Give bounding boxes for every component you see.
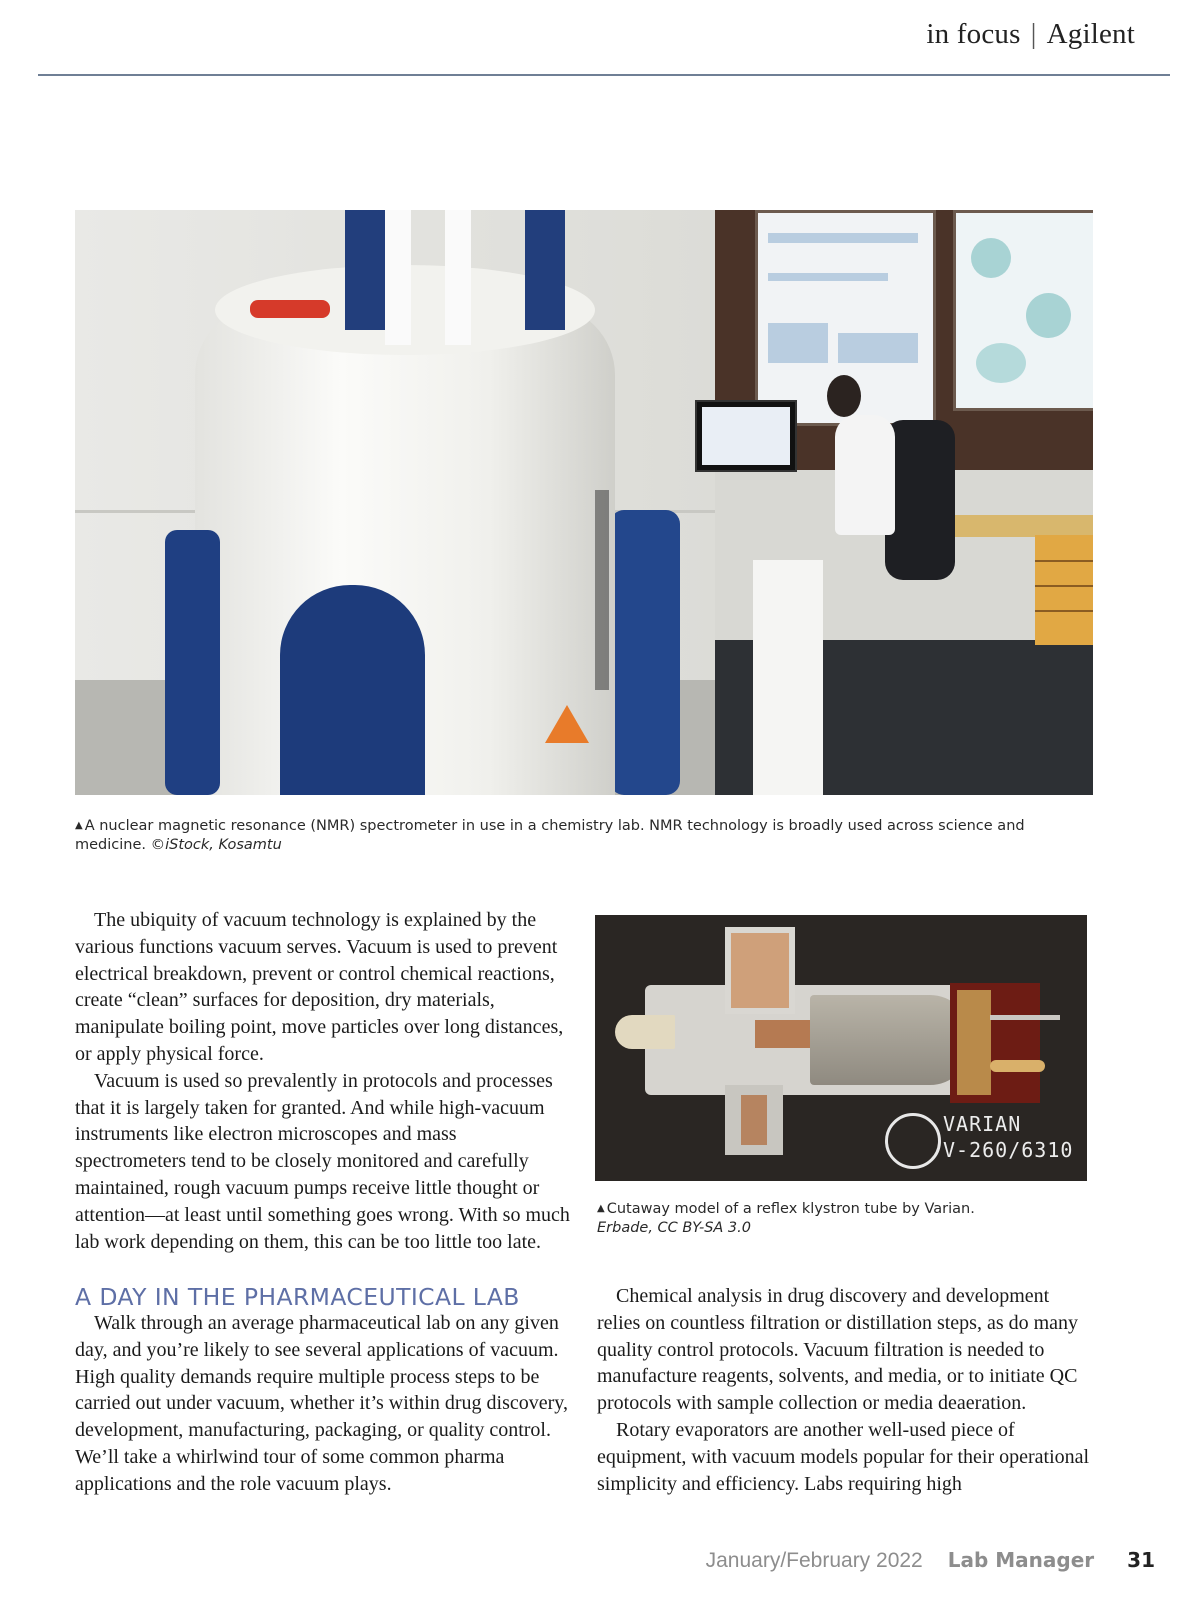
- poster-block: [768, 273, 888, 281]
- nmr-lab-photo: [75, 210, 1093, 795]
- photo-white-post: [385, 210, 411, 345]
- caption-text: A nuclear magnetic resonance (NMR) spectrometer in use in a chemistry lab. NMR technology is broadly used across science and medicine.: [75, 818, 1025, 853]
- logo-line: VARIAN: [943, 1112, 1022, 1136]
- paragraph: The ubiquity of vacuum technology is explained by the various functions vacuum serves. Vacuum is used to prevent electrical breakdown, prevent or control chemical reactions, create “clean” surfaces for deposition, dry materials, manipulate boiling point, move particles over long distances, or apply physical force.: [75, 909, 564, 1065]
- varian-logo-icon: [885, 1113, 941, 1169]
- caption-arrow-icon: ▲: [75, 820, 83, 831]
- photo-person-head: [827, 375, 861, 417]
- photo-credit: Erbade, CC BY-SA 3.0: [597, 1220, 751, 1236]
- klystron-cavity-top: [725, 927, 795, 1014]
- page-footer: [706, 1548, 1155, 1573]
- klystron-photo: [595, 915, 1087, 1181]
- paragraph: Chemical analysis in drug discovery and development relies on countless filtration or distillation steps, as do many quality control protocols. Vacuum filtration is needed to manufacture reagents, solvents, and media, or to initiate QC protocols with sample collection or media deaeration.: [597, 1285, 1079, 1415]
- photo-poster-right: [953, 210, 1093, 411]
- photo-blue-support: [610, 510, 680, 795]
- photo-console: [753, 560, 823, 795]
- issue-date: January/February 2022: [705, 1549, 923, 1572]
- paragraph: Walk through an average pharmaceutical lab on any given day, and you’re likely to see several applications of vacuum. High quality demands require multiple process steps to be carried out under vacuum, whether it’s within drug discovery, development, manufacturing, packaging, or quality control. We’ll take a whirlwind tour of some common pharma applications and the role vacuum plays.: [75, 1312, 569, 1495]
- page-number: 31: [1127, 1548, 1155, 1572]
- nmr-photo-caption: [75, 816, 1035, 855]
- logo-line: V-260/6310: [943, 1138, 1074, 1162]
- poster-block: [768, 233, 918, 243]
- photo-person: [835, 415, 895, 535]
- photo-blue-leg: [280, 585, 425, 795]
- poster-block: [971, 238, 1011, 278]
- paragraph: Rotary evaporators are another well-used piece of equipment, with vacuum models popular for their operational simplicity and efficiency. Labs requiring high: [597, 1418, 1090, 1495]
- photo-blue-side: [165, 530, 220, 795]
- paragraph: Vacuum is used so prevalently in protocols and processes that it is largely taken for granted. And while high-vacuum instruments like electron microscopes and mass spectrometers tend to be closely monitored and carefully maintained, rough vacuum pumps receive little thought or attention—at least until something goes wrong. With so much lab work depending on them, this can be too little too late.: [75, 1069, 570, 1253]
- klystron-gun: [615, 1015, 675, 1049]
- article-left-column-section: [75, 1310, 572, 1498]
- photo-chair: [885, 420, 955, 580]
- header-rule: [38, 74, 1170, 76]
- klystron-pin: [990, 1015, 1060, 1020]
- photo-monitor: [695, 400, 797, 472]
- poster-block: [768, 323, 828, 363]
- photo-drawers: [1035, 535, 1093, 645]
- poster-block: [1026, 293, 1071, 338]
- poster-block: [976, 343, 1026, 383]
- drawer-line: [1035, 610, 1093, 612]
- photo-white-post: [445, 210, 471, 345]
- klystron-photo-caption: [597, 1199, 1087, 1238]
- drawer-line: [1035, 585, 1093, 587]
- sponsor-label: Agilent: [1046, 18, 1135, 50]
- header-separator: |: [1030, 18, 1037, 50]
- poster-block: [838, 333, 918, 363]
- magazine-name: Lab Manager: [947, 1548, 1095, 1572]
- klystron-glass: [810, 995, 970, 1085]
- klystron-pin: [990, 1060, 1045, 1072]
- photo-blue-post: [525, 210, 565, 330]
- section-label: in focus: [926, 18, 1021, 50]
- caption-arrow-icon: ▲: [597, 1203, 605, 1214]
- section-heading: A DAY IN THE PHARMACEUTICAL LAB: [75, 1283, 520, 1311]
- running-header: [926, 18, 1135, 51]
- article-right-column: [597, 1283, 1092, 1497]
- monitor-screen: [702, 407, 790, 465]
- drawer-line: [1035, 560, 1093, 562]
- photo-magnet-label: [595, 490, 609, 690]
- photo-blue-post: [345, 210, 385, 330]
- article-left-column: [75, 907, 572, 1255]
- klystron-base-inner: [957, 990, 991, 1095]
- photo-red-ring: [250, 300, 330, 318]
- warning-triangle-icon: [545, 705, 589, 743]
- photo-credit: ©iStock, Kosamtu: [150, 837, 282, 853]
- caption-text: Cutaway model of a reflex klystron tube by Varian.: [606, 1201, 975, 1217]
- varian-logo-text: [943, 1111, 1073, 1163]
- klystron-cavity-inner: [741, 1095, 767, 1145]
